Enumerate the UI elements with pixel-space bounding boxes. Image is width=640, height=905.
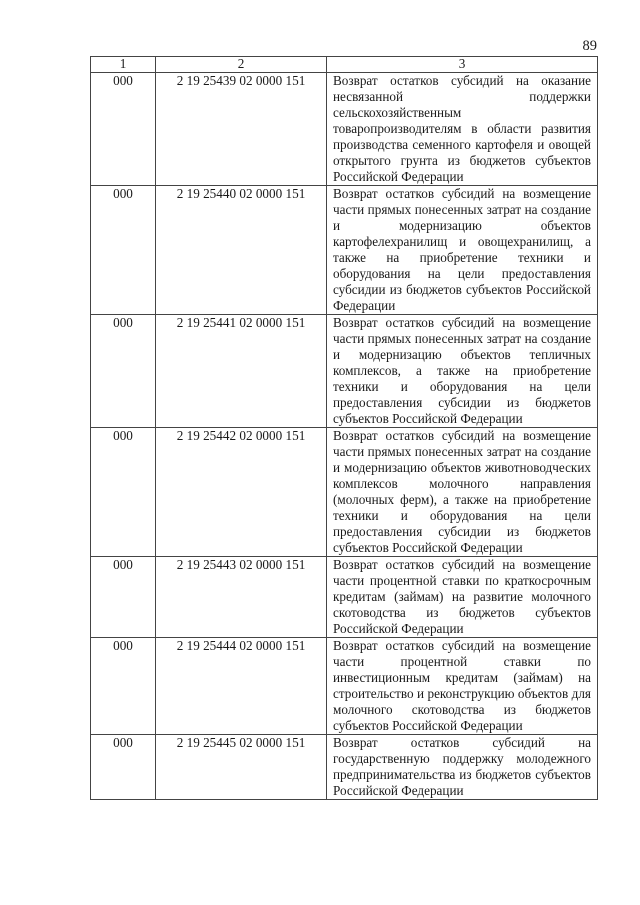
table-row [91,73,598,186]
revenue-name-cell: Возврат остатков субсидий на возмещение части прямых понесенных затрат на создание и модернизацию объектов картофелехранилищ и овощехранилищ, а также на приобретение техники и оборудования на цели предоставления субсидии из бюджетов субъектов Российской Федерации [327,186,598,315]
revenue-name-cell: Возврат остатков субсидий на государственную поддержку молодежного предпринимательства из бюджетов субъектов Российской Федерации [327,735,598,800]
budget-code-cell: 2 19 25442 02 0000 151 [156,428,327,557]
table-row [91,428,598,557]
revenue-name-cell: Возврат остатков субсидий на возмещение части процентной ставки по краткосрочным кредитам (займам) на развитие молочного скотоводства из бюджетов субъектов Российской Федерации [327,557,598,638]
budget-code-cell: 2 19 25444 02 0000 151 [156,638,327,735]
admin-code-cell: 000 [91,186,156,315]
revenue-name-cell: Возврат остатков субсидий на возмещение части прямых понесенных затрат на создание и модернизацию объектов тепличных комплексов, а также на приобретение техники и оборудования на цели предоставления субсидии из бюджетов субъектов Российской Федерации [327,315,598,428]
admin-code-cell: 000 [91,638,156,735]
table-row [91,638,598,735]
admin-code-cell: 000 [91,557,156,638]
budget-code-cell: 2 19 25439 02 0000 151 [156,73,327,186]
revenue-name-cell: Возврат остатков субсидий на оказание несвязанной поддержки сельскохозяйственным товаропроизводителям в области развития производства семенного картофеля и овощей открытого грунта из бюджетов субъектов Российской Федерации [327,73,598,186]
budget-code-cell: 2 19 25441 02 0000 151 [156,315,327,428]
column-header-1: 1 [91,57,156,73]
budget-classification-table [90,56,598,800]
table-row [91,735,598,800]
budget-code-cell: 2 19 25445 02 0000 151 [156,735,327,800]
column-header-2: 2 [156,57,327,73]
table-header-row [91,57,598,73]
table-row [91,186,598,315]
admin-code-cell: 000 [91,428,156,557]
table-row [91,557,598,638]
column-header-3: 3 [327,57,598,73]
revenue-name-cell: Возврат остатков субсидий на возмещение части прямых понесенных затрат на создание и модернизацию объектов животноводческих комплексов молочного направления (молочных ферм), а также на приобретение техники и оборудования на цели предоставления субсидии из бюджетов субъектов Российской Федерации [327,428,598,557]
admin-code-cell: 000 [91,315,156,428]
budget-code-cell: 2 19 25440 02 0000 151 [156,186,327,315]
table-row [91,315,598,428]
admin-code-cell: 000 [91,735,156,800]
revenue-name-cell: Возврат остатков субсидий на возмещение части процентной ставки по инвестиционным кредитам (займам) на строительство и реконструкцию объектов для молочного скотоводства из бюджетов субъектов Российской Федерации [327,638,598,735]
admin-code-cell: 000 [91,73,156,186]
page-number: 89 [582,38,597,54]
budget-code-cell: 2 19 25443 02 0000 151 [156,557,327,638]
